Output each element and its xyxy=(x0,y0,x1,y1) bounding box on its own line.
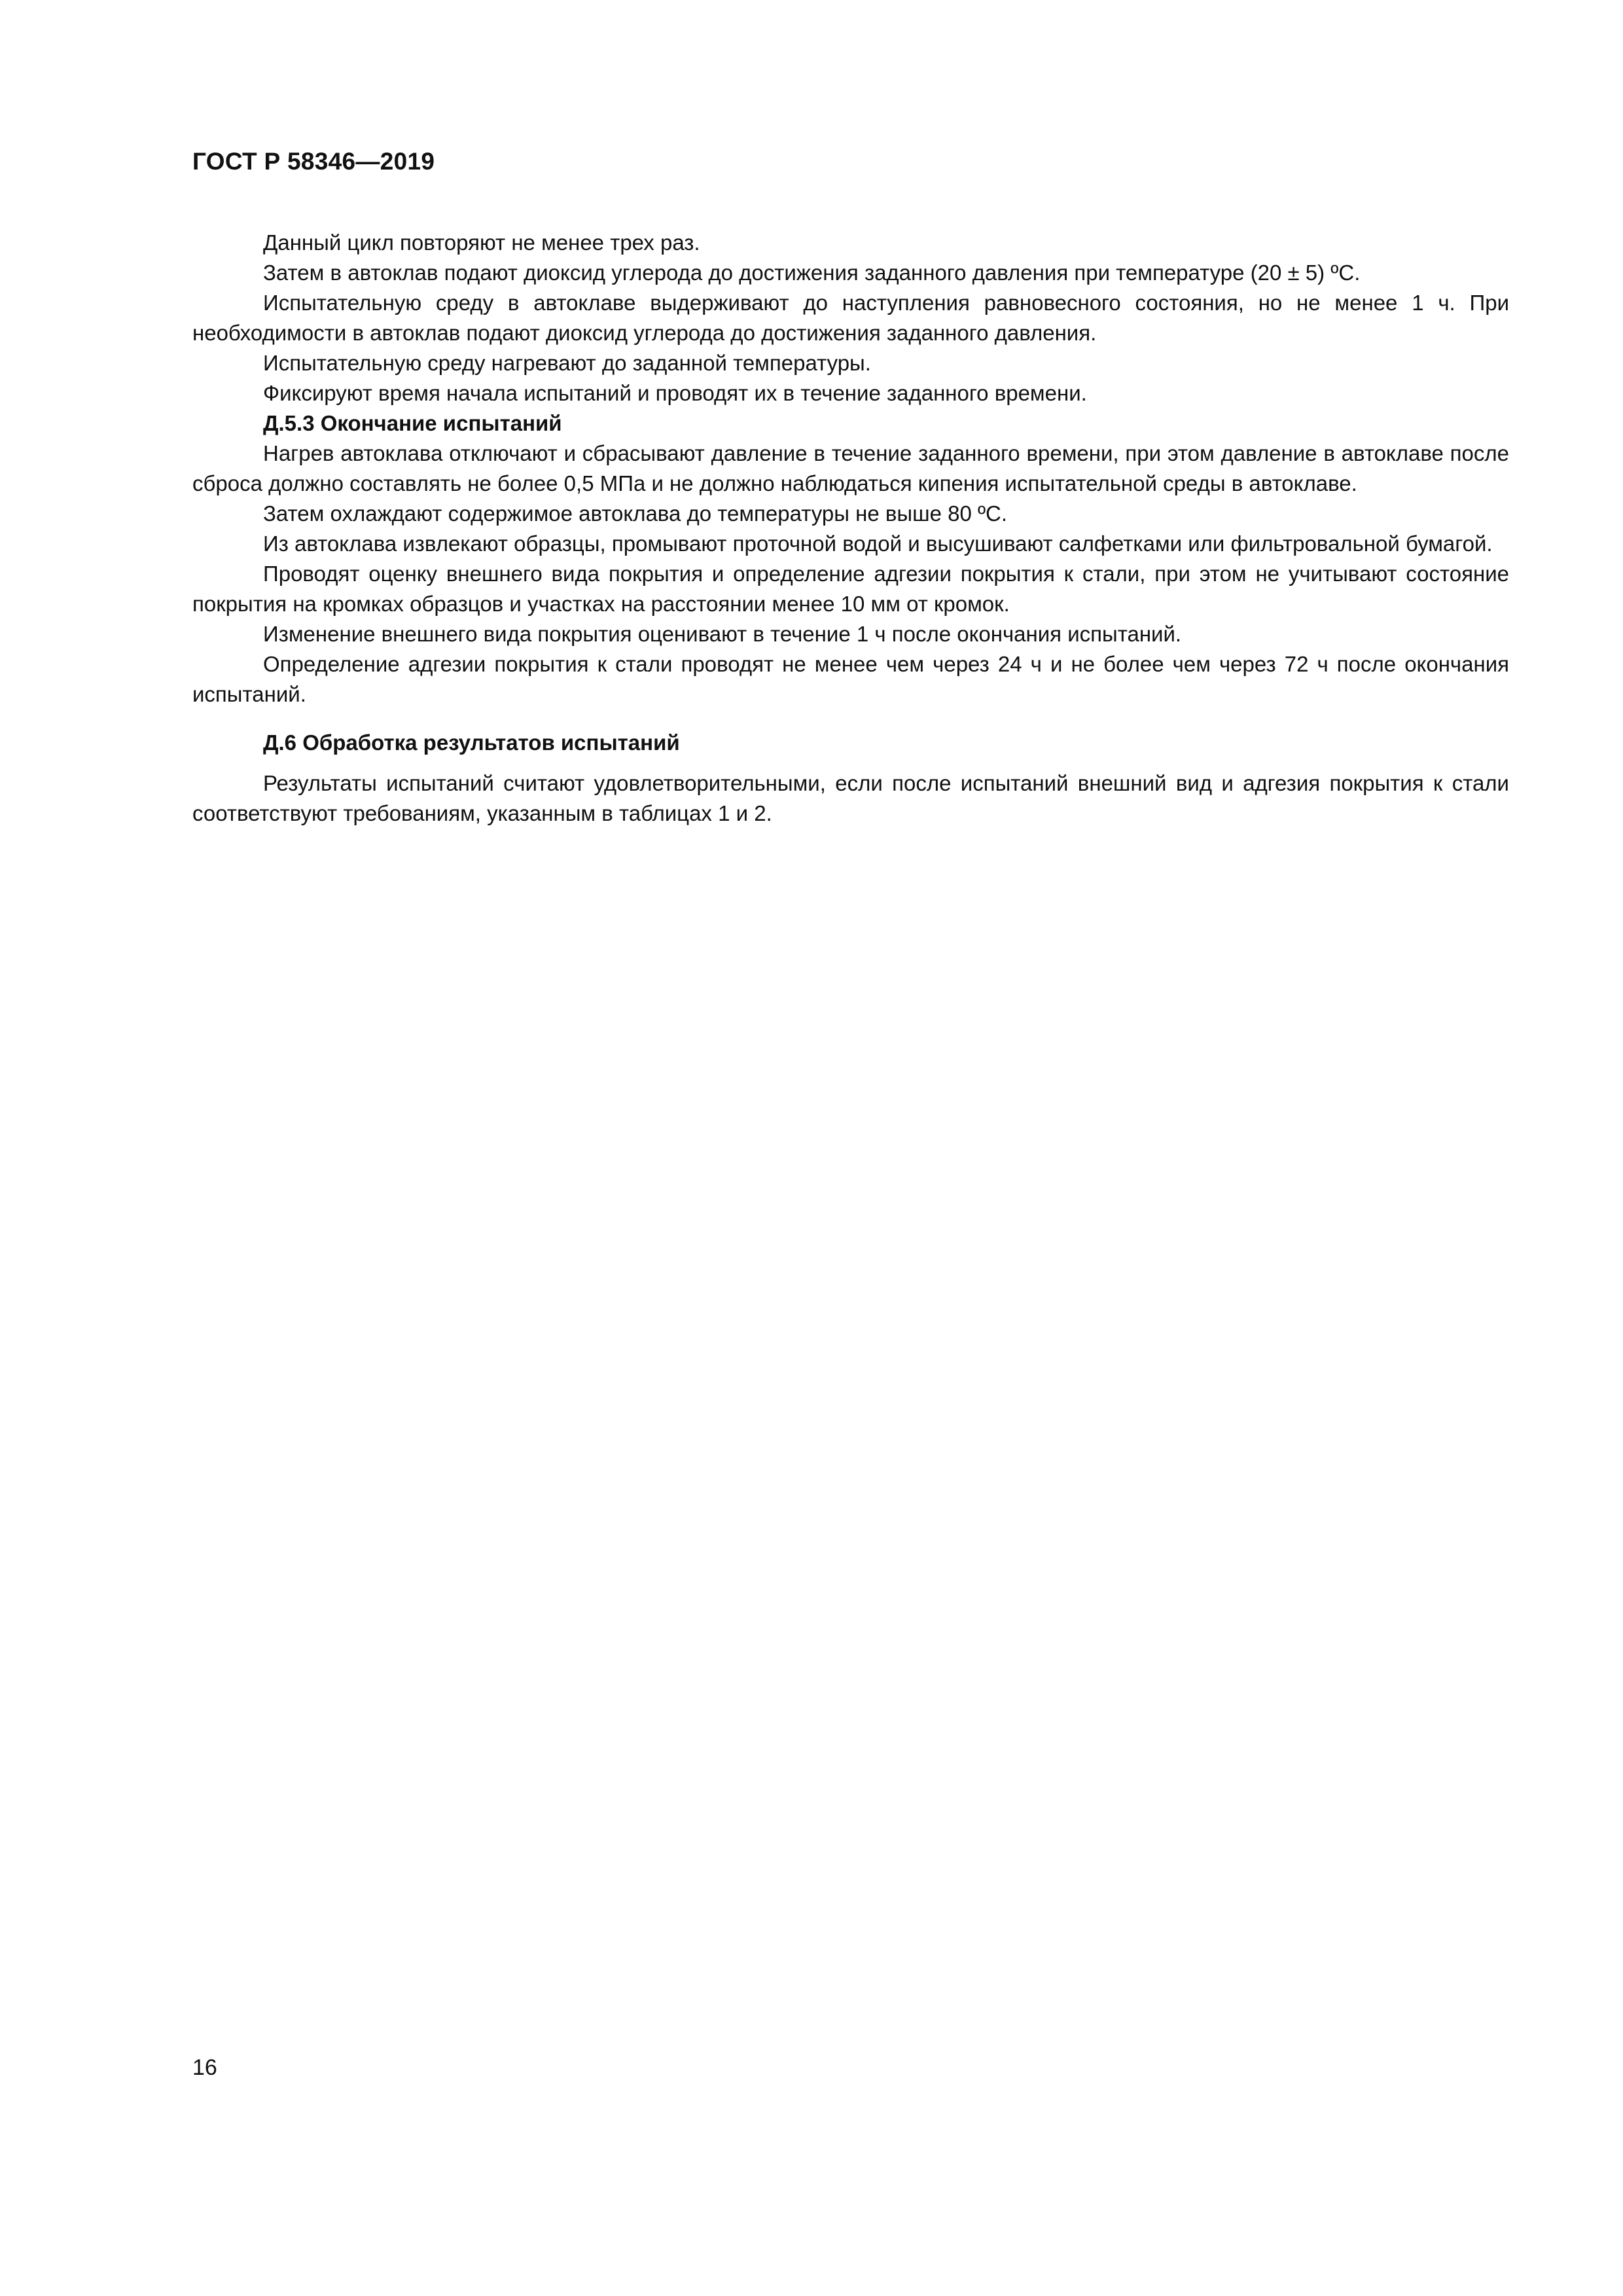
section-title-d53: Д.5.3 Окончание испытаний xyxy=(263,411,562,435)
paragraph-co2-feed: Затем в автоклав подают диоксид углерода до достижения заданного давления при температуре (20 ± 5) ºС. xyxy=(263,260,1361,285)
paragraph-results: Результаты испытаний считают удовлетворительными, если после испытаний внешний вид и адгезия покрытия к стали соответствуют требованиям, указанным в таблицах 1 и 2. xyxy=(192,771,1509,825)
paragraph-start-time: Фиксируют время начала испытаний и проводят их в течение заданного времени. xyxy=(263,381,1087,405)
paragraph-equilibrium: Испытательную среду в автоклаве выдерживают до наступления равновесного состояния, но не менее 1 ч. При необходимости в автоклав подают диоксид углерода до достижения заданного давления. xyxy=(192,291,1509,345)
paragraph-heating: Испытательную среду нагревают до заданной температуры. xyxy=(263,351,871,375)
paragraph-cycle-repeat: Данный цикл повторяют не менее трех раз. xyxy=(263,230,700,255)
section-title-d6: Д.6 Обработка результатов испытаний xyxy=(263,730,680,755)
paragraph-appearance-timing: Изменение внешнего вида покрытия оценивают в течение 1 ч после окончания испытаний. xyxy=(263,622,1182,646)
paragraph-cooling: Затем охлаждают содержимое автоклава до температуры не выше 80 ºС. xyxy=(263,501,1008,526)
document-body xyxy=(192,228,1509,829)
paragraph-appearance-evaluation: Проводят оценку внешнего вида покрытия и определение адгезии покрытия к стали, при этом не учитывают состояние покрытия на кромках образцов и участках на расстоянии менее 10 мм от кромок. xyxy=(192,562,1509,616)
page-number: 16 xyxy=(192,2055,217,2080)
document-header-code: ГОСТ Р 58346—2019 xyxy=(192,148,435,175)
paragraph-sample-removal: Из автоклава извлекают образцы, промывают проточной водой и высушивают салфетками или фильтровальной бумагой. xyxy=(263,531,1493,556)
paragraph-adhesion-timing: Определение адгезии покрытия к стали проводят не менее чем через 24 ч и не более чем через 72 ч после окончания испытаний. xyxy=(192,652,1509,706)
paragraph-pressure-release: Нагрев автоклава отключают и сбрасывают давление в течение заданного времени, при этом давление в автоклаве после сброса должно составлять не более 0,5 МПа и не должно наблюдаться кипения испытательной среды в автоклаве. xyxy=(192,441,1509,495)
